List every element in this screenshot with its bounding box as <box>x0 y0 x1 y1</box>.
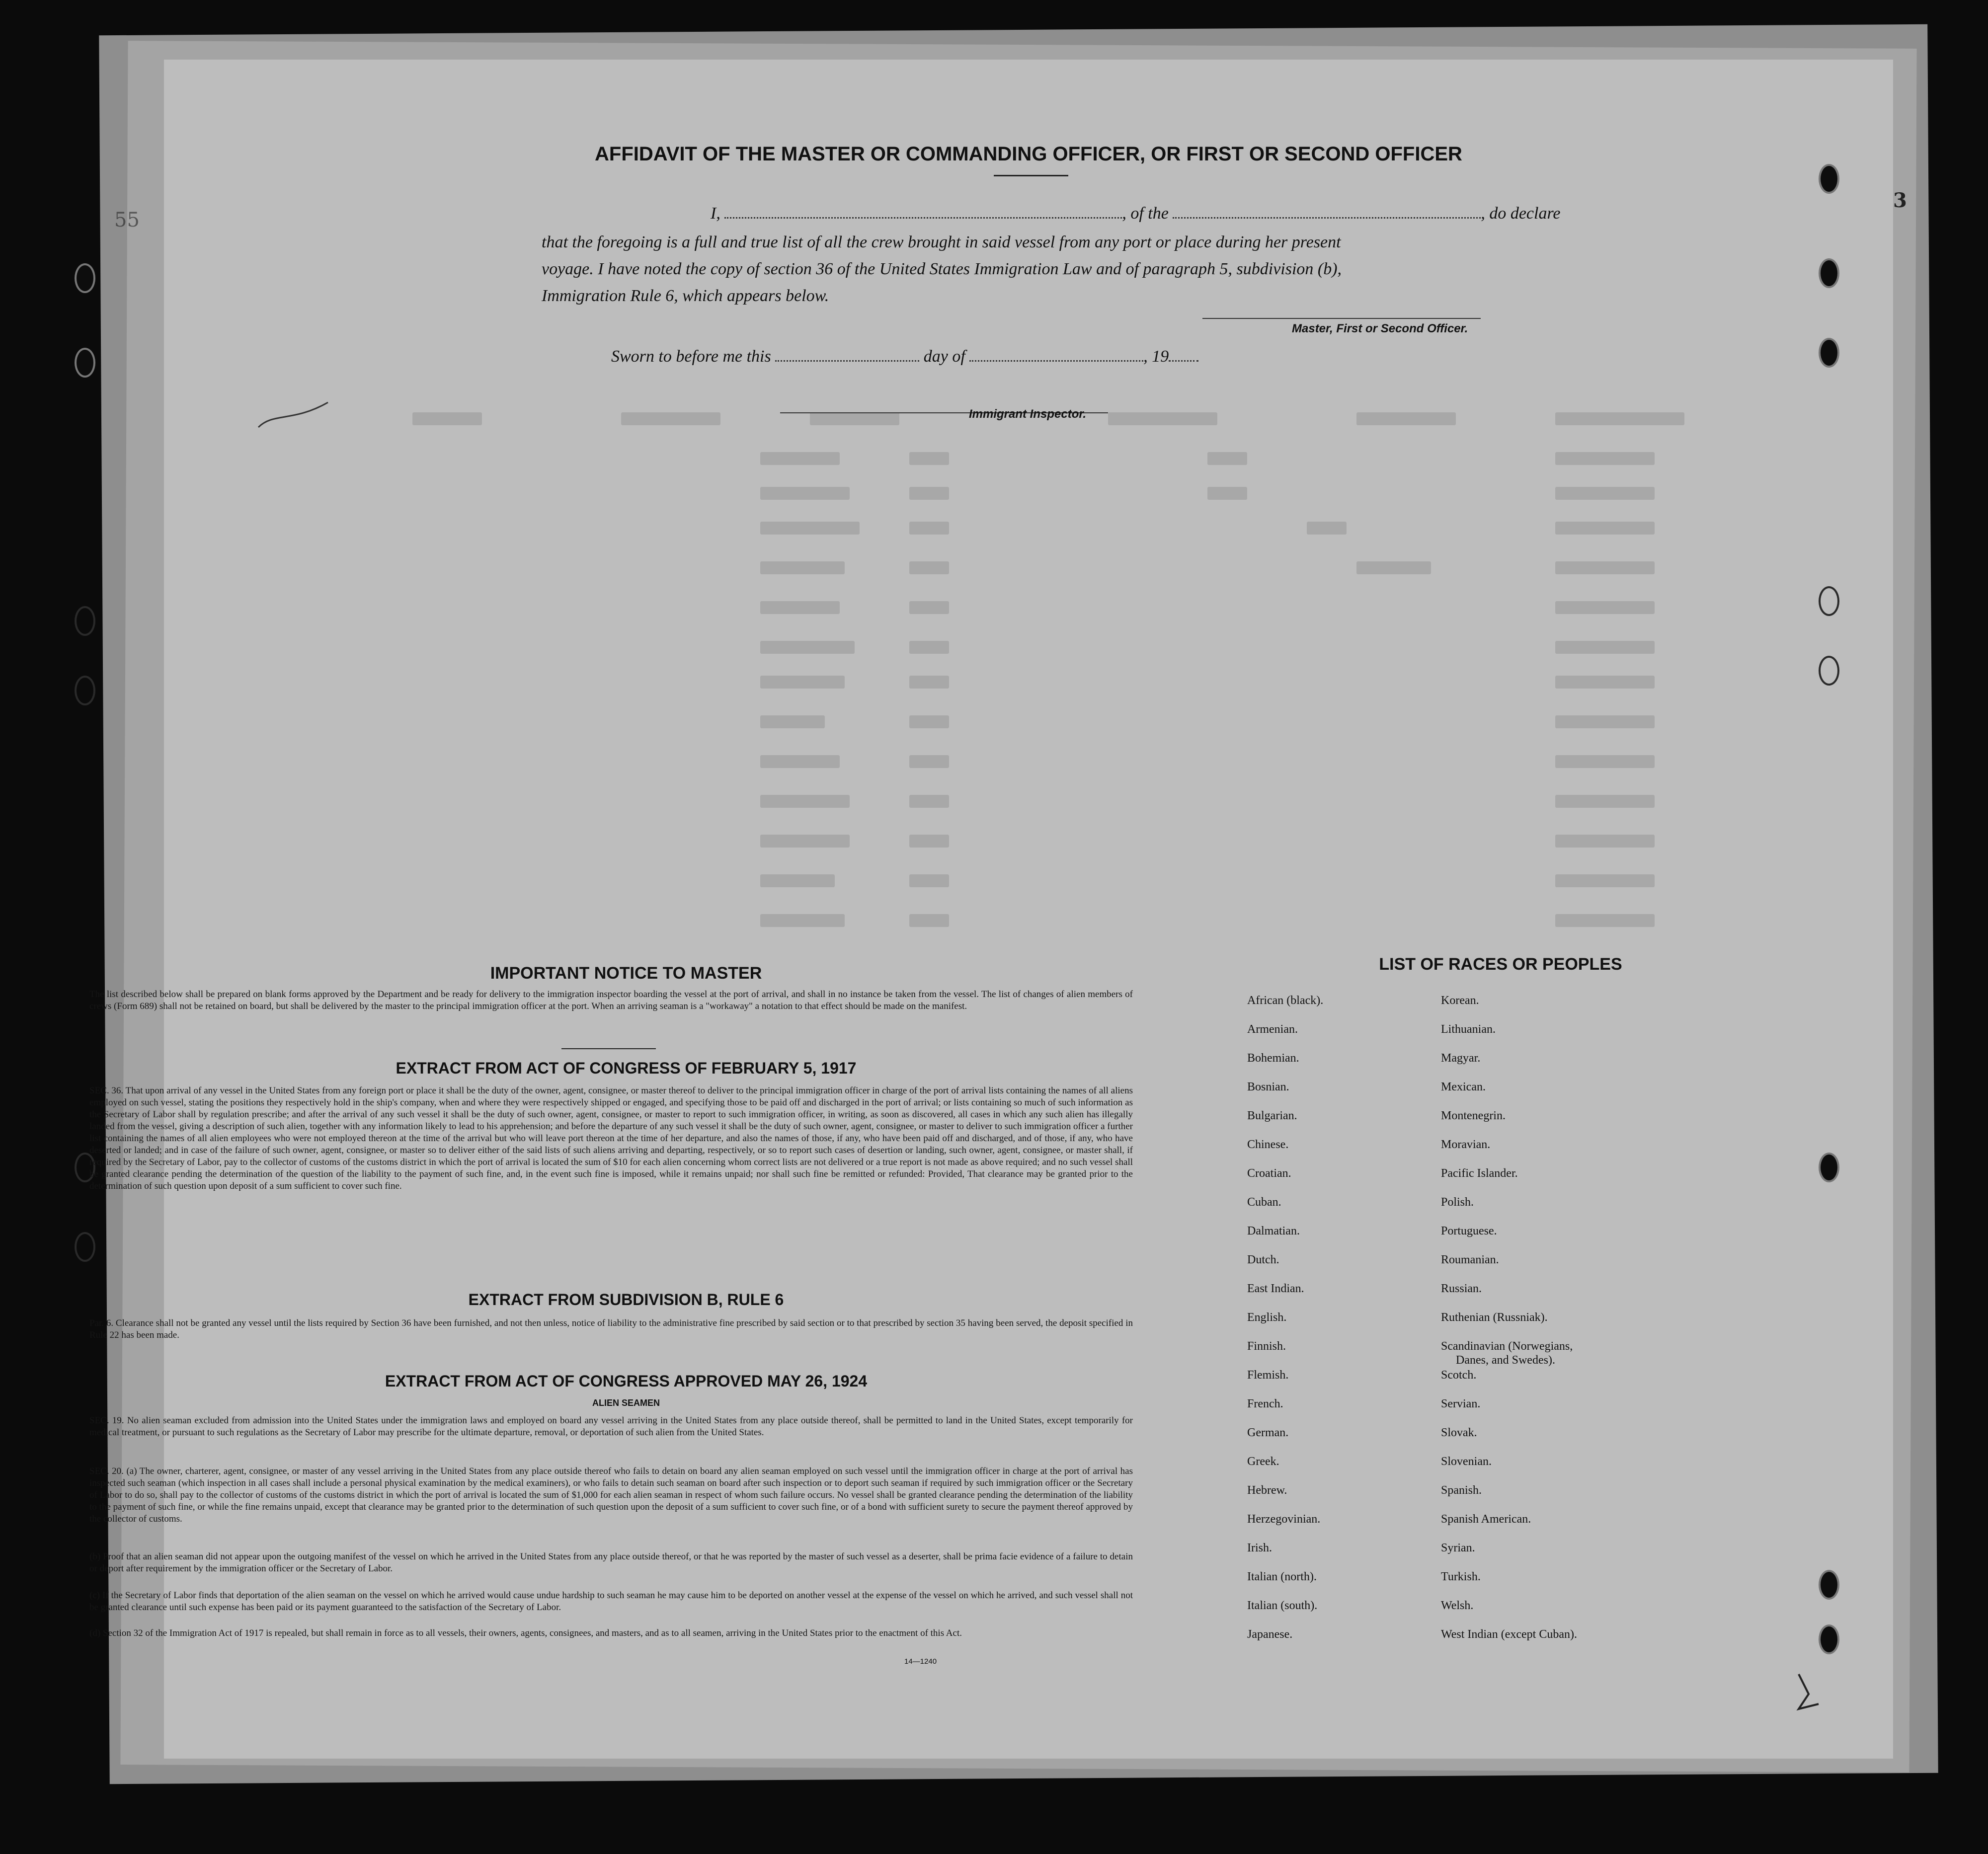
binder-hole <box>1819 258 1839 288</box>
race-item: Armenian. <box>1247 1023 1298 1036</box>
affidavit-i-label: I, <box>711 204 720 223</box>
name-blank <box>724 217 1122 219</box>
extract-1924-sec20d: (d) Section 32 of the Immigration Act of 1917 is repealed, but shall remain in force as to all vessels, their owners, agents, consignees, and masters, and as to all seamen, arriving in the United States prior to the enactment of this Act. <box>89 1628 962 1638</box>
race-item: Montenegrin. <box>1441 1109 1506 1122</box>
race-item: Croatian. <box>1247 1167 1291 1180</box>
race-item: Japanese. <box>1247 1628 1293 1641</box>
notice-body: The list described below shall be prepared on blank forms approved by the Department and be ready for delivery to the immigration inspector boarding the vessel at the port of arrival, and shall in no instance be taken from the vessel. The list of changes of alien members of crews (Form 689) shall not be retained on board, but shall be delivered by the master to the principal immigration officer at the port. When an arriving seaman is a "workaway" a notation to that effect should be made on the manifest. <box>89 989 1133 1011</box>
race-item: Korean. <box>1441 994 1479 1007</box>
races-title: LIST OF RACES OR PEOPLES <box>1379 955 1622 974</box>
divider <box>994 175 1068 176</box>
binder-hole <box>1819 656 1839 686</box>
pencil-scribble-icon <box>1789 1669 1829 1714</box>
race-item: Bulgarian. <box>1247 1109 1297 1122</box>
affidavit-text-line: voyage. I have noted the copy of section 36 of the United States Immigration Law and of paragraph 5, subdivision (b), <box>542 260 1342 278</box>
race-item: Hebrew. <box>1247 1484 1287 1497</box>
ghost-row <box>412 715 1754 735</box>
binder-hole <box>75 606 95 636</box>
ghost-row <box>412 487 1754 507</box>
race-item: Ruthenian (Russniak). <box>1441 1311 1548 1324</box>
binder-hole <box>75 263 95 293</box>
race-item: Italian (south). <box>1247 1599 1318 1612</box>
race-item: African (black). <box>1247 994 1324 1007</box>
extract-1924-sec20a: SEC. 20. (a) The owner, charterer, agent, consignee, or master of any vessel arriving in the United States from any place outside thereof who fails to detain on board any alien seaman employed on such vessel until the immigration officer in charge at the port of arrival has inspected such seaman (which inspection in all cases shall include a personal physical examination by the medical examiners), or who fails to detain such seaman on board after such inspection or to deport such seaman if required by such immigration officer or the Secretary of Labor to do so, shall pay to the collector of customs of the customs district in which the port of arrival is located the sum of $1,000 for each alien seaman in respect of whom such failure occurs. No vessel shall be granted clearance pending the determination of the liability to the payment of such fine, or while the fine remains unpaid, except that clearance may be granted prior to the determination of such question upon the deposit of a sum sufficient to cover such fine, or of a bond with sufficient surety to secure the payment thereof approved by the collector of customs. <box>89 1466 1133 1524</box>
margin-number: 3 <box>1893 189 1907 212</box>
margin-number: 55 <box>114 209 140 232</box>
signature-line <box>1202 318 1481 319</box>
race-item: Bosnian. <box>1247 1081 1289 1093</box>
day-of-label: day of <box>923 347 965 366</box>
alien-seamen-subtitle: ALIEN SEAMEN <box>592 1398 660 1408</box>
affidavit-title: AFFIDAVIT OF THE MASTER OR COMMANDING OFFICER, OR FIRST OR SECOND OFFICER <box>595 143 1462 165</box>
race-item: Servian. <box>1441 1397 1481 1410</box>
race-item: Dutch. <box>1247 1253 1279 1266</box>
ghost-row <box>412 676 1754 695</box>
pencil-scribble-icon <box>253 392 333 437</box>
race-item: Flemish. <box>1247 1369 1289 1382</box>
race-item: Mexican. <box>1441 1081 1486 1093</box>
race-item: Moravian. <box>1441 1138 1491 1151</box>
race-item: Magyar. <box>1441 1052 1481 1065</box>
form-number: 14—1240 <box>904 1657 937 1666</box>
race-item: Roumanian. <box>1441 1253 1499 1266</box>
binder-hole <box>1819 338 1839 368</box>
race-item: Lithuanian. <box>1441 1023 1496 1036</box>
race-item: Danes, and Swedes). <box>1456 1354 1555 1367</box>
binder-hole <box>1819 1570 1839 1600</box>
binder-hole <box>75 348 95 378</box>
binder-hole <box>1819 586 1839 616</box>
race-item: French. <box>1247 1397 1283 1410</box>
ghost-row <box>412 522 1754 541</box>
race-item: Turkish. <box>1441 1570 1481 1583</box>
race-item: West Indian (except Cuban). <box>1441 1628 1577 1641</box>
sworn-line <box>611 343 1456 371</box>
sworn-label: Sworn to before me this <box>611 347 771 366</box>
binder-hole <box>1819 1153 1839 1182</box>
race-item: Greek. <box>1247 1455 1279 1468</box>
ghost-row <box>412 755 1754 775</box>
extract-1924-sec19: SEC. 19. No alien seaman excluded from admission into the United States under the immigration laws and employed on board any vessel arriving in the United States from any place outside thereof, shall be permitted to land in the United States, except temporarily for medical treatment, or pursuant to such regulations as the Secretary of Labor may prescribe for the ultimate departure, removal, or deportation of such alien from the United States. <box>89 1415 1133 1438</box>
race-item: Slovak. <box>1441 1426 1477 1439</box>
race-item: Italian (north). <box>1247 1570 1317 1583</box>
divider <box>561 1048 656 1049</box>
ghost-row <box>412 874 1754 894</box>
affidavit-text-line: that the foregoing is a full and true list of all the crew brought in said vessel from any port or place during her present <box>542 233 1341 251</box>
race-item: Slovenian. <box>1441 1455 1492 1468</box>
ghost-row <box>412 914 1754 934</box>
sworn-year-blank <box>1169 360 1198 362</box>
year-label: , 19 <box>1143 347 1169 366</box>
race-item: East Indian. <box>1247 1282 1304 1295</box>
race-item: Spanish. <box>1441 1484 1482 1497</box>
ghost-row <box>412 452 1754 472</box>
race-item: Pacific Islander. <box>1441 1167 1518 1180</box>
race-item: Irish. <box>1247 1542 1272 1554</box>
signature-label: Master, First or Second Officer. <box>1292 322 1468 335</box>
extract-1924-sec20b: (b) Proof that an alien seaman did not appear upon the outgoing manifest of the vessel on which he arrived in the United States from any place outside thereof, or that he was reported by the master of such vessel as a deserter, shall be prima facie evidence of a failure to detain or deport after requirement by the immigration officer or the Secretary of Labor. <box>89 1551 1133 1574</box>
race-item: Finnish. <box>1247 1340 1286 1353</box>
sworn-month-blank <box>969 360 1143 362</box>
binder-hole <box>1819 164 1839 194</box>
extract-1917-body: SEC. 36. That upon arrival of any vessel in the United States from any foreign port or place it shall be the duty of the owner, agent, consignee, or master thereof to deliver to the principal immigration officer in charge of the port of arrival lists containing the names of all aliens employed on such vessel, stating the positions they respectively hold in the ship's company, when and where they were respectively shipped or engaged, and specifying those to be paid off and discharged in the port of arrival; or lists containing so much of such information as the Secretary of Labor shall by regulation prescribe; and after the arrival of any such vessel it shall be the duty of such owner, agent, consignee, or master to report to such immigration officer, in writing, as soon as discovered, all cases in which any such alien has illegally landed from the vessel, giving a description of such alien, together with any information likely to lead to his apprehension; and before the departure of any such vessel it shall be the duty of such owner, agent, consignee, or master to deliver to such immigration officer a further list containing the names of all alien employees who were not employed thereon at the time of the arrival but who will leave port thereon at the time of her departure, and also the names of those, if any, who have been paid off and discharged, and of those, if any, who have deserted or landed; and in case of the failure of such owner, agent, consignee, or master so to deliver either of the said lists of such aliens arriving and departing, respectively, or so to report such cases of desertion or landing, such owner, agent, consignee, or master shall, if required by the Secretary of Labor, pay to the collector of customs of the customs district in which the port of arrival is located the sum of $10 for each alien concerning whom correct lists are not delivered or a true report is not made as above required; and no such vessel shall be granted clearance pending the determination of the question of the liability to the payment of such fine, and, in the event such fine is imposed, while it remains unpaid; nor shall such fine be remitted or refunded: Provided, That clearance may be granted prior to the determination of such question upon deposit of a sum sufficient to cover such fine. <box>89 1085 1133 1191</box>
affidavit-declaration-line <box>542 200 1699 228</box>
race-item: Scotch. <box>1441 1369 1477 1382</box>
race-item: Russian. <box>1441 1282 1482 1295</box>
binder-hole <box>75 1232 95 1262</box>
ghost-row <box>412 601 1754 621</box>
extract-1924-title: EXTRACT FROM ACT OF CONGRESS APPROVED MAY 26, 1924 <box>385 1372 868 1390</box>
binder-hole <box>75 676 95 705</box>
race-item: Dalmatian. <box>1247 1225 1300 1237</box>
race-item: Chinese. <box>1247 1138 1289 1151</box>
affidavit-of-the-label: , of the <box>1122 204 1169 223</box>
race-item: English. <box>1247 1311 1287 1324</box>
ghost-row <box>412 412 1754 432</box>
extract-rule6-body: Par. 6. Clearance shall not be granted any vessel until the lists required by Section 36 have been furnished, and not then unless, notice of liability to the administrative fine prescribed by said section or to that prescribed by section 35 having been served, the deposit specified in Rule 22 has been made. <box>89 1318 1133 1340</box>
race-item: Welsh. <box>1441 1599 1474 1612</box>
race-item: Bohemian. <box>1247 1052 1299 1065</box>
race-item: Portuguese. <box>1441 1225 1497 1237</box>
ghost-row <box>412 795 1754 815</box>
race-item: Syrian. <box>1441 1542 1475 1554</box>
race-item: Polish. <box>1441 1196 1474 1209</box>
race-item: Scandinavian (Norwegians, <box>1441 1340 1573 1353</box>
manifest-page <box>89 60 1907 1759</box>
extract-1917-title: EXTRACT FROM ACT OF CONGRESS OF FEBRUARY 5, 1917 <box>396 1059 857 1077</box>
race-item: Herzegovinian. <box>1247 1513 1321 1526</box>
race-item: Cuban. <box>1247 1196 1281 1209</box>
affidavit-declare-label: , do declare <box>1481 204 1561 223</box>
binder-hole <box>1819 1624 1839 1654</box>
extract-1924-sec20c: (c) If the Secretary of Labor finds that deportation of the alien seaman on the vessel on which he arrived would cause undue hardship to such seaman he may cause him to be deported on another vessel at the expense of the vessel on which he arrived, and such vessel shall not be granted clearance until such expense has been paid or its payment guaranteed to the satisfaction of the Secretary of Labor. <box>89 1590 1133 1613</box>
ghost-row <box>412 641 1754 661</box>
inspector-label: Immigrant Inspector. <box>969 407 1087 421</box>
race-item: German. <box>1247 1426 1289 1439</box>
extract-rule6-title: EXTRACT FROM SUBDIVISION B, RULE 6 <box>468 1291 784 1309</box>
ghost-row <box>412 561 1754 581</box>
sworn-day-blank <box>775 360 919 362</box>
ghost-row <box>412 835 1754 854</box>
affidavit-text-line: Immigration Rule 6, which appears below. <box>542 287 829 305</box>
vessel-blank <box>1173 217 1481 219</box>
race-item: Spanish American. <box>1441 1513 1531 1526</box>
notice-title: IMPORTANT NOTICE TO MASTER <box>490 964 762 983</box>
